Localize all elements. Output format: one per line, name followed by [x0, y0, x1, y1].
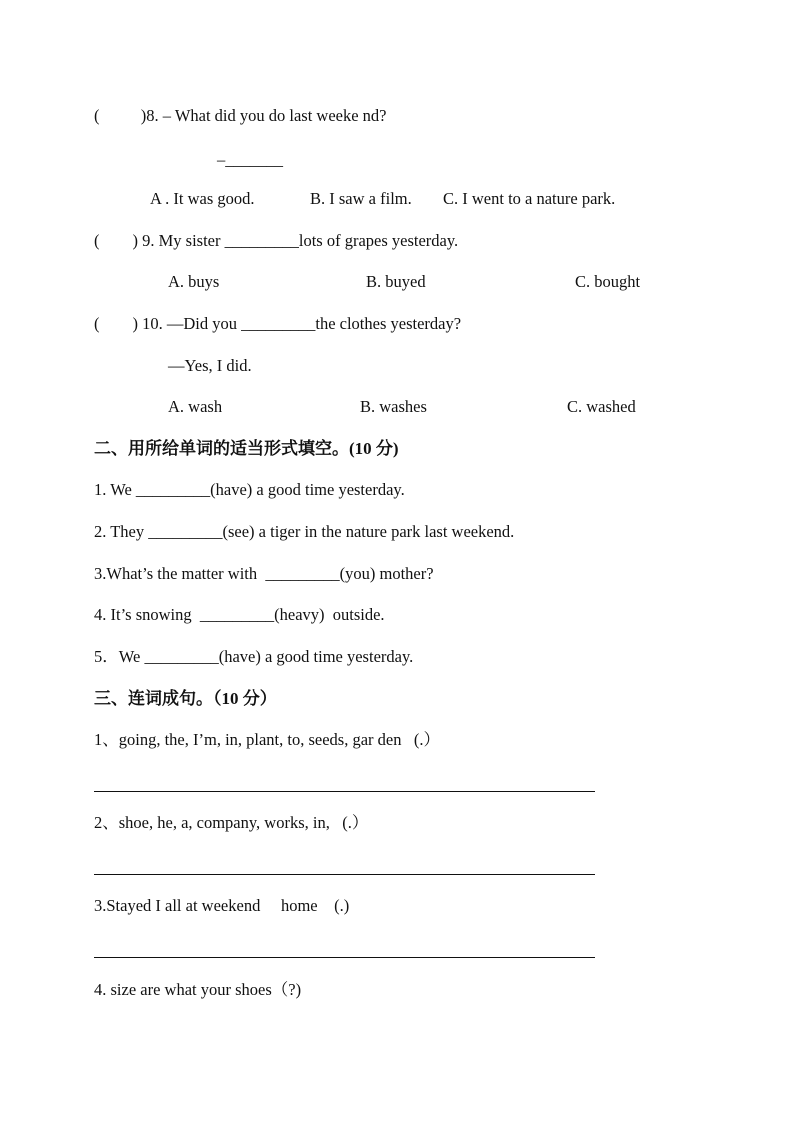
section-2-item-2: 2. They _________(see) a tiger in the nature park last weekend. [94, 522, 515, 541]
answer-line-1 [94, 791, 595, 792]
section-3-item-4: 4. size are what your shoes（?) [94, 980, 302, 999]
question-10-stem: ( ) 10. —Did you _________the clothes yesterday? [94, 314, 462, 333]
section-2-heading: 二、用所给单词的适当形式填空。(10 分) [94, 439, 399, 458]
question-9-stem: ( ) 9. My sister _________lots of grapes yesterday. [94, 231, 459, 250]
section-3-item-1: 1、going, the, I’m, in, plant, to, seeds, gar den (.） [94, 730, 440, 749]
question-10-option-c: C. washed [567, 397, 636, 416]
question-8-option-b: B. I saw a film. [310, 189, 412, 208]
section-2-item-4: 4. It’s snowing _________(heavy) outside. [94, 605, 385, 624]
question-8-answer-blank: –_______ [217, 150, 283, 169]
question-9-option-a: A. buys [168, 272, 220, 291]
question-8-option-c: C. I went to a nature park. [443, 189, 616, 208]
question-9-option-c: C. bought [575, 272, 641, 291]
answer-line-3 [94, 957, 595, 958]
question-8-stem: ( )8. – What did you do last weeke nd? [94, 106, 387, 125]
question-10-reply: —Yes, I did. [168, 356, 252, 375]
answer-line-2 [94, 874, 595, 875]
question-10-option-a: A. wash [168, 397, 223, 416]
section-3-heading: 三、连词成句。（10 分） [94, 689, 277, 708]
question-8-option-a: A . It was good. [150, 189, 255, 208]
section-2-item-5: 5．We _________(have) a good time yesterday. [94, 647, 414, 666]
section-3-item-3: 3.Stayed I all at weekend home (.) [94, 896, 350, 915]
section-2-item-1: 1. We _________(have) a good time yesterday. [94, 480, 405, 499]
section-2-item-3: 3.What’s the matter with _________(you) mother? [94, 564, 434, 583]
question-10-option-b: B. washes [360, 397, 427, 416]
section-3-item-2: 2、shoe, he, a, company, works, in, (.） [94, 813, 369, 832]
question-9-option-b: B. buyed [366, 272, 426, 291]
